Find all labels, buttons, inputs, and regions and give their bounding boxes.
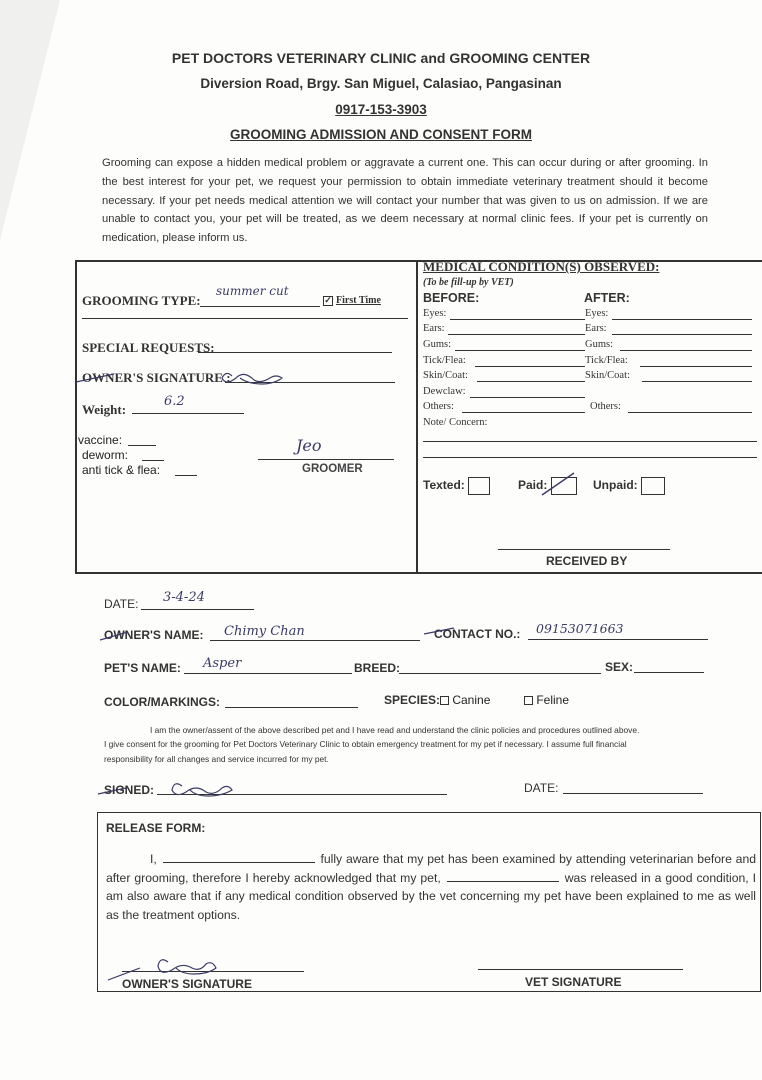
unpaid-field[interactable] xyxy=(593,477,665,495)
page-fold-shadow xyxy=(0,0,60,240)
release-owner-sig-label: OWNER'S SIGNATURE xyxy=(122,977,252,991)
groomer-name[interactable]: Jeo xyxy=(296,436,322,455)
weight-value[interactable]: 6.2 xyxy=(164,394,185,409)
first-time-checkbox[interactable] xyxy=(323,295,381,306)
feline-checkbox[interactable] xyxy=(524,696,533,705)
weight-line xyxy=(132,413,244,414)
before-field-line[interactable] xyxy=(448,334,585,335)
color-label: COLOR/MARKINGS: xyxy=(104,695,220,709)
release-name-blank[interactable] xyxy=(163,851,315,863)
release-vet-sig-label: VET SIGNATURE xyxy=(525,975,622,989)
vaccine-label: vaccine: xyxy=(78,433,123,447)
date-label: DATE: xyxy=(104,597,139,611)
after-field-line[interactable] xyxy=(642,381,752,382)
received-by-label: RECEIVED BY xyxy=(546,554,628,568)
owner-name-label: OWNER'S NAME: xyxy=(104,628,204,642)
note-line-2[interactable] xyxy=(423,457,757,458)
after-field-line[interactable] xyxy=(612,334,752,335)
after-field-label: Eyes: xyxy=(585,308,609,319)
release-title: RELEASE FORM: xyxy=(106,821,206,835)
consent-line-1: I am the owner/assent of the above described pet and I have read and understand the clinic policies and procedures outlined above. xyxy=(150,725,640,735)
first-time-check-icon: ✓ xyxy=(324,294,332,305)
groomer-label: GROOMER xyxy=(302,463,363,475)
form-title: GROOMING ADMISSION AND CONSENT FORM xyxy=(230,127,532,142)
deworm-label: deworm: xyxy=(82,448,129,462)
clinic-phone: 0917-153-3903 xyxy=(335,102,427,117)
color-line[interactable] xyxy=(225,707,358,708)
box-divider xyxy=(416,260,418,572)
species-label: SPECIES: xyxy=(384,693,441,707)
after-field-label: Others: xyxy=(590,401,621,412)
after-field-line[interactable] xyxy=(628,412,752,413)
unpaid-checkbox[interactable] xyxy=(641,477,665,495)
before-field-label: Gums: xyxy=(423,339,452,350)
before-field-line[interactable] xyxy=(470,397,585,398)
special-requests-label: SPECIAL REQUESTS: xyxy=(82,340,215,355)
groomer-line xyxy=(258,459,394,460)
texted-field[interactable] xyxy=(423,477,490,495)
before-field-label: Skin/Coat: xyxy=(423,370,468,381)
before-field-label: Dewclaw: xyxy=(423,386,466,397)
canine-label: Canine xyxy=(452,693,491,707)
feline-label: Feline xyxy=(536,693,570,707)
before-field-line[interactable] xyxy=(477,381,585,382)
before-field-label: Others: xyxy=(423,401,454,412)
before-field-label: Eyes: xyxy=(423,308,447,319)
owner-name-value[interactable]: Chimy Chan xyxy=(224,624,305,639)
after-field-line[interactable] xyxy=(620,350,752,351)
medical-title: MEDICAL CONDITION(S) OBSERVED: xyxy=(423,259,660,274)
before-field-line[interactable] xyxy=(450,319,585,320)
release-text-b: was released in a good condition, I am also aware that if any medical condition observed by the vet concerning my pet have been explained to me as well as the treatment options. xyxy=(106,870,757,922)
release-text-a: fully aware that my pet has been examined by attending veterinarian before and after grooming, therefore I hereby acknowledged that my pet, xyxy=(106,852,757,885)
texted-label: Texted: xyxy=(423,478,465,493)
contact-value[interactable]: 09153071663 xyxy=(536,621,624,636)
owner-signature-label: OWNER'S SIGNATURE : xyxy=(82,370,231,385)
weight-label: Weight: xyxy=(82,402,127,417)
texted-checkbox[interactable] xyxy=(468,477,490,495)
note-line-1[interactable] xyxy=(423,441,757,442)
strike-marks xyxy=(98,624,521,648)
canine-checkbox[interactable] xyxy=(440,696,449,705)
consent-date-line[interactable] xyxy=(563,793,703,794)
paid-check-mark xyxy=(540,471,580,499)
before-field-label: Tick/Flea: xyxy=(423,355,466,366)
breed-label: BREED: xyxy=(354,661,401,675)
before-field-label: Ears: xyxy=(423,323,445,334)
signed-scribble xyxy=(96,774,256,800)
clinic-name: PET DOCTORS VETERINARY CLINIC and GROOMING CENTER xyxy=(171,50,591,66)
canine-option[interactable] xyxy=(440,693,490,707)
first-time-label: First Time xyxy=(336,295,381,306)
release-vet-sig-line[interactable] xyxy=(478,969,683,970)
vaccine-line[interactable] xyxy=(128,445,156,446)
before-field-line[interactable] xyxy=(475,366,585,367)
release-paragraph xyxy=(106,850,756,924)
after-field-label: Ears: xyxy=(585,323,607,334)
contact-label: CONTACT NO.: xyxy=(434,627,521,641)
owner-signature-scribble xyxy=(74,364,294,390)
sex-line[interactable] xyxy=(634,672,704,673)
before-label: BEFORE: xyxy=(423,291,480,305)
before-field-line[interactable] xyxy=(462,412,585,413)
received-by-line[interactable] xyxy=(498,549,670,550)
after-label: AFTER: xyxy=(584,291,630,305)
pet-name-label: PET'S NAME: xyxy=(104,661,181,675)
contact-line xyxy=(528,639,708,640)
grooming-type-line-2 xyxy=(82,318,408,319)
grooming-type-value[interactable]: summer cut xyxy=(216,284,289,298)
antitick-line[interactable] xyxy=(175,475,197,476)
intro-paragraph: Grooming can expose a hidden medical problem or aggravate a current one. This can occur during or after grooming. In the best interest for your pet, we request your permission to obtain immediate veterinary treatment should it become necessary. If your pet needs medical attention we will contact your number that was given to us on admission. If we are unable to contact you, your pet will be treated, as we deem necessary at normal clinic fees. If your pet is currently on medication, please inform us. xyxy=(102,157,708,245)
grooming-type-line xyxy=(200,306,320,307)
consent-date-label: DATE: xyxy=(524,781,559,795)
date-line xyxy=(141,609,254,610)
special-requests-line[interactable] xyxy=(198,352,392,353)
release-i: I, xyxy=(150,852,157,866)
paid-label: Paid: xyxy=(518,478,548,493)
after-field-label: Tick/Flea: xyxy=(585,355,628,366)
pet-name-value[interactable]: Asper xyxy=(203,656,242,671)
after-field-line[interactable] xyxy=(640,366,752,367)
deworm-line[interactable] xyxy=(142,460,164,461)
clinic-address: Diversion Road, Brgy. San Miguel, Calasiao, Pangasinan xyxy=(200,76,562,91)
medical-subtitle: (To be fill-up by VET) xyxy=(423,277,514,288)
before-field-line[interactable] xyxy=(455,350,585,351)
consent-line-2: I give consent for the grooming for Pet Doctors Veterinary Clinic to obtain emergency treatment for my pet if necessary. I assume full financial xyxy=(104,739,627,749)
after-field-label: Gums: xyxy=(585,339,614,350)
feline-option[interactable] xyxy=(524,693,569,707)
note-label: Note/ Concern: xyxy=(423,417,488,428)
pet-name-line xyxy=(184,673,352,674)
after-field-label: Skin/Coat: xyxy=(585,370,630,381)
grooming-type-label: GROOMING TYPE: xyxy=(82,293,201,308)
date-value[interactable]: 3-4-24 xyxy=(163,590,205,605)
antitick-label: anti tick & flea: xyxy=(82,463,161,477)
consent-line-3: responsibility for all changes and service incurred for my pet. xyxy=(104,754,329,764)
after-field-line[interactable] xyxy=(612,319,752,320)
unpaid-label: Unpaid: xyxy=(593,478,638,493)
sex-label: SEX: xyxy=(605,660,634,674)
release-pet-blank[interactable] xyxy=(447,870,559,882)
breed-line[interactable] xyxy=(399,673,601,674)
signed-label: SIGNED: xyxy=(104,783,155,797)
